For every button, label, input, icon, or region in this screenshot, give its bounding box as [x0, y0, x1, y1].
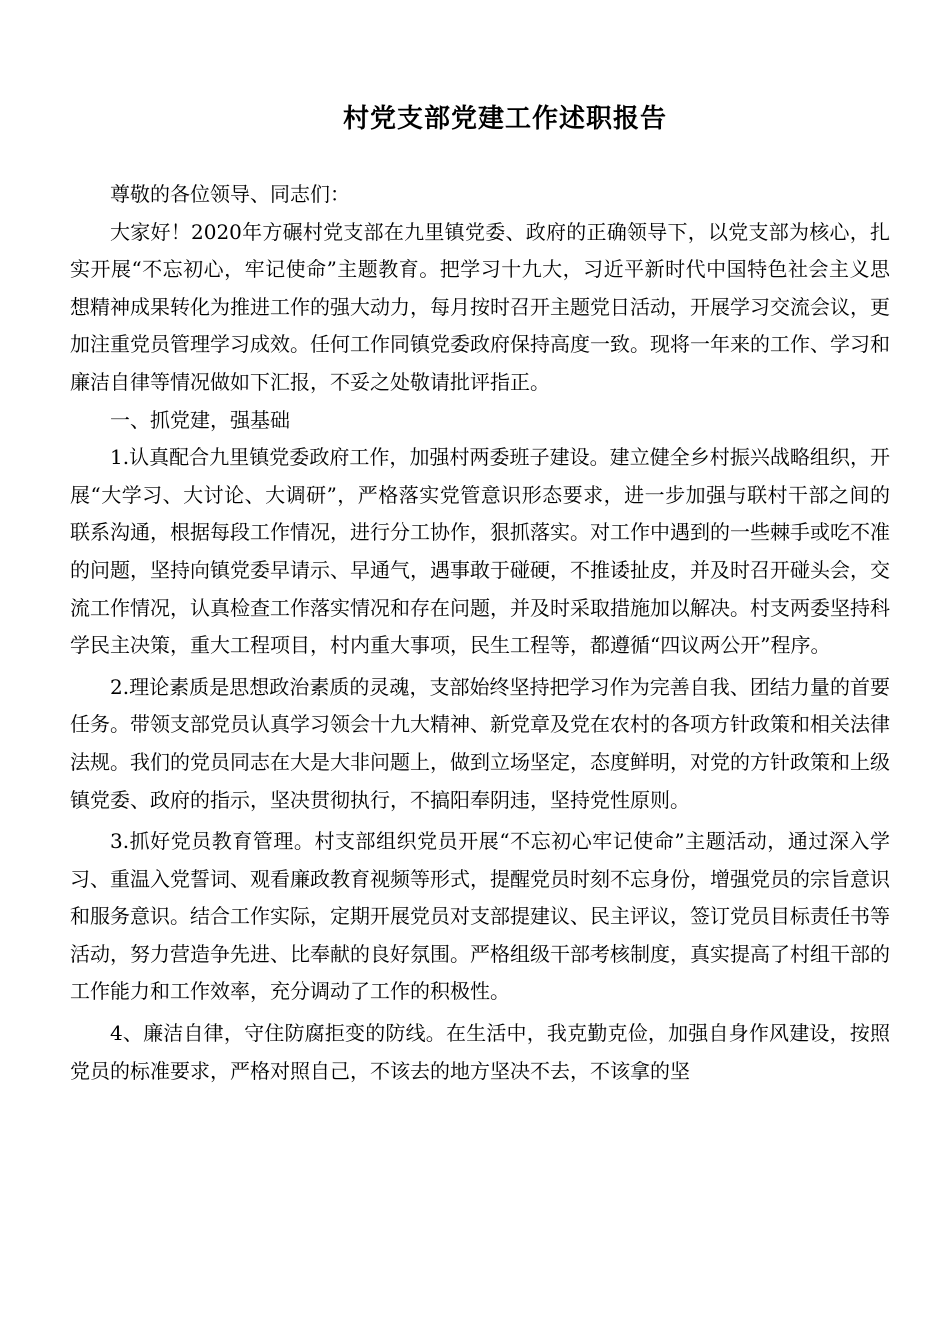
salutation: 尊敬的各位领导、同志们：: [110, 182, 350, 206]
paragraph-item-2: 2.理论素质是思想政治素质的灵魂，支部始终坚持把学习作为完善自我、团结力量的首要任务。带领支部党员认真学习领会十九大精神、新党章及党在农村的各项方针政策和相关法律法规。我们的党员同志在大是大非问题上，做到立场坚定，态度鲜明，对党的方针政策和上级镇党委、政府的指示，坚决贯彻执行，不搞阳奉阴违，坚持党性原则。: [70, 674, 890, 812]
paragraph-item-4: 4、廉洁自律，守住防腐拒变的防线。在生活中，我克勤克俭，加强自身作风建设，按照党员的标准要求，严格对照自己，不该去的地方坚决不去，不该拿的坚: [70, 1021, 890, 1083]
document-title: 村党支部党建工作述职报告: [342, 104, 667, 134]
paragraph-intro: 大家好！2020年方碾村党支部在九里镇党委、政府的正确领导下，以党支部为核心，扎实开展“不忘初心，牢记使命”主题教育。把学习十九大，习近平新时代中国特色社会主义思想精神成果转化为推进工作的强大动力，每月按时召开主题党日活动，开展学习交流会议，更加注重党员管理学习成效。任何工作同镇党委政府保持高度一致。现将一年来的工作、学习和廉洁自律等情况做如下汇报，不妥之处敬请批评指正。: [70, 219, 890, 394]
paragraph-item-1: 1.认真配合九里镇党委政府工作，加强村两委班子建设。建立健全乡村振兴战略组织，开展“大学习、大讨论、大调研”，严格落实党管意识形态要求，进一步加强与联村干部之间的联系沟通，根据每段工作情况，进行分工协作，狠抓落实。对工作中遇到的一些棘手或吃不准的问题，坚持向镇党委早请示、早通气，遇事敢于碰硬，不推诿扯皮，并及时召开碰头会，交流工作情况，认真检查工作落实情况和存在问题，并及时采取措施加以解决。村支两委坚持科学民主决策，重大工程项目，村内重大事项，民生工程等，都遵循“四议两公开”程序。: [70, 445, 890, 658]
document-body: [70, 176, 890, 1090]
paragraph-item-3: 3.抓好党员教育管理。村支部组织党员开展“不忘初心牢记使命”主题活动，通过深入学习、重温入党誓词、观看廉政教育视频等形式，提醒党员时刻不忘身份，增强党员的宗旨意识和服务意识。结合工作实际，定期开展党员对支部提建议、民主评议，签订党员目标责任书等活动，努力营造争先进、比奉献的良好氛围。严格组级干部考核制度，真实提高了村组干部的工作能力和工作效率，充分调动了工作的积极性。: [70, 829, 890, 1004]
section-heading: 一、抓党建，强基础: [110, 407, 290, 432]
